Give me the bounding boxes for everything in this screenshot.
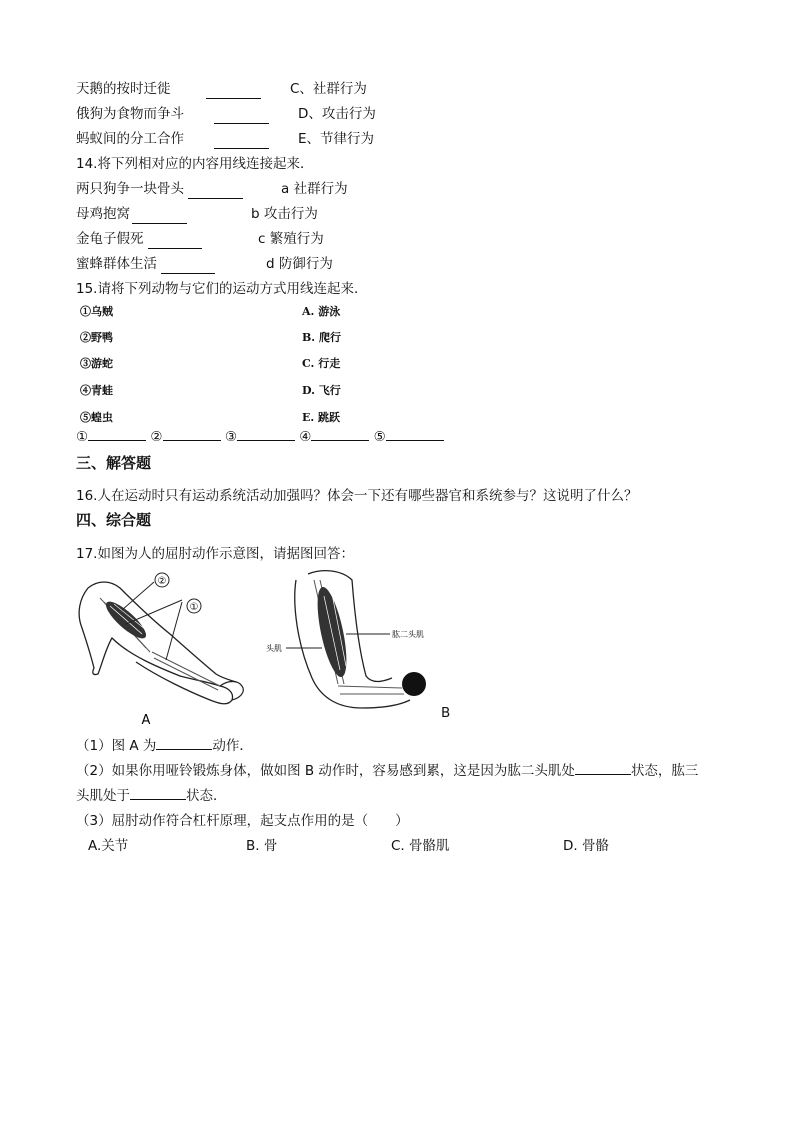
- q15-answer-label-3: ③: [224, 429, 237, 445]
- q14-title: 14.将下列相对应的内容用线连接起来．: [76, 156, 314, 172]
- q14-left-4: 蜜蜂群体生活: [76, 256, 157, 272]
- q14-left-2: 母鸡抱窝: [76, 206, 130, 222]
- q16-text: 16.人在运动时只有运动系统活动加强吗？体会一下还有哪些器官和系统参与？这说明了什么？: [76, 488, 638, 504]
- q15-answer-label-1: ①: [76, 429, 89, 445]
- q17-option-d[interactable]: D. 骨骼: [563, 838, 609, 854]
- q15-motion-5: E. 跳跃: [302, 411, 341, 424]
- q14-blank-3[interactable]: [148, 236, 202, 249]
- figure-b-label-biceps: 肱二头肌: [392, 630, 424, 639]
- figure-a-caption: A: [141, 713, 151, 728]
- q13-left-2: 俄狗为食物而争斗: [76, 106, 184, 122]
- figure-b-caption: B: [441, 705, 451, 721]
- q17-part-1-prefix: （1）图 A 为: [76, 738, 157, 754]
- q17-part-2b-prefix: 头肌处于: [76, 788, 130, 804]
- q15-answer-label-5: ⑤: [373, 429, 386, 445]
- q17-part-1: [76, 737, 253, 755]
- q14-left-1: 两只狗争一块骨头: [76, 181, 184, 197]
- q17-option-a[interactable]: A.关节: [88, 838, 129, 854]
- q15-motion-2: B. 爬行: [302, 331, 341, 344]
- q13-right-1: C、社群行为: [290, 81, 367, 97]
- section-four-heading: 四、综合题: [76, 511, 152, 529]
- q17-option-c[interactable]: C. 骨骼肌: [391, 838, 450, 854]
- q17-part-2-prefix: （2）如果你用哑铃锻炼身体，做如图 B 动作时，容易感到累，这是因为肱二头肌处: [76, 763, 575, 779]
- figure-a-arm-extended: [70, 568, 250, 728]
- q17-part-2-cont: [76, 787, 227, 805]
- q15-answer-row: [76, 428, 444, 446]
- q15-answer-blank-3[interactable]: [237, 428, 295, 441]
- figure-b-arm-flexed: [262, 566, 462, 726]
- q15-animal-1: ①乌贼: [80, 305, 113, 318]
- q17-part-2: [76, 762, 698, 780]
- q15-answer-label-2: ②: [150, 429, 163, 445]
- q15-animal-5: ⑤蝗虫: [80, 411, 113, 424]
- q14-right-1: a 社群行为: [281, 181, 348, 197]
- q14-blank-2[interactable]: [132, 211, 187, 224]
- q15-animal-2: ②野鸭: [80, 331, 113, 344]
- section-three-heading: 三、解答题: [76, 454, 152, 472]
- q14-right-2: b 攻击行为: [251, 206, 318, 222]
- q17-part-2-blank-2[interactable]: [130, 787, 186, 800]
- q15-title: 15.请将下列动物与它们的运动方式用线连起来．: [76, 281, 368, 297]
- q13-blank-3[interactable]: [214, 136, 269, 149]
- figure-b-label-triceps: 头肌: [266, 644, 282, 653]
- q17-option-b[interactable]: B. 骨: [246, 838, 278, 854]
- q14-right-4: d 防御行为: [266, 256, 333, 272]
- q15-animal-4: ④青蛙: [80, 384, 113, 397]
- figure-a-label-2: ②: [157, 576, 167, 587]
- q15-animal-3: ③游蛇: [80, 357, 113, 370]
- q14-left-3: 金龟子假死: [76, 231, 144, 247]
- q13-right-3: E、节律行为: [298, 131, 375, 147]
- q15-motion-3: C. 行走: [302, 357, 341, 370]
- q17-title: 17.如图为人的屈肘动作示意图，请据图回答：: [76, 546, 354, 562]
- q17-part-1-blank[interactable]: [156, 737, 212, 750]
- q14-right-3: c 繁殖行为: [258, 231, 324, 247]
- q17-part-3: （3）屈肘动作符合杠杆原理，起支点作用的是（ ）: [76, 813, 409, 829]
- q15-answer-blank-5[interactable]: [386, 428, 444, 441]
- q17-part-1-suffix: 动作．: [212, 738, 253, 754]
- q17-part-2b-suffix: 状态．: [186, 788, 227, 804]
- q15-answer-blank-2[interactable]: [163, 428, 221, 441]
- q17-part-2-blank-1[interactable]: [575, 762, 631, 775]
- q15-motion-1: A. 游泳: [302, 305, 341, 318]
- figure-a-label-1: ①: [189, 602, 199, 613]
- q15-answer-blank-4[interactable]: [311, 428, 369, 441]
- q17-part-2-middle: 状态，肱三: [630, 763, 699, 779]
- q13-left-1: 天鹅的按时迁徙: [76, 81, 171, 97]
- q15-motion-4: D. 飞行: [302, 384, 341, 397]
- q15-answer-blank-1[interactable]: [88, 428, 146, 441]
- q13-right-2: D、攻击行为: [298, 106, 376, 122]
- q13-blank-2[interactable]: [214, 111, 269, 124]
- q14-blank-4[interactable]: [161, 261, 215, 274]
- q14-blank-1[interactable]: [188, 186, 243, 199]
- q13-left-3: 蚂蚁间的分工合作: [76, 131, 184, 147]
- q15-answer-label-4: ④: [299, 429, 312, 445]
- q13-row-1: [76, 80, 171, 98]
- q13-blank-1[interactable]: [206, 86, 261, 99]
